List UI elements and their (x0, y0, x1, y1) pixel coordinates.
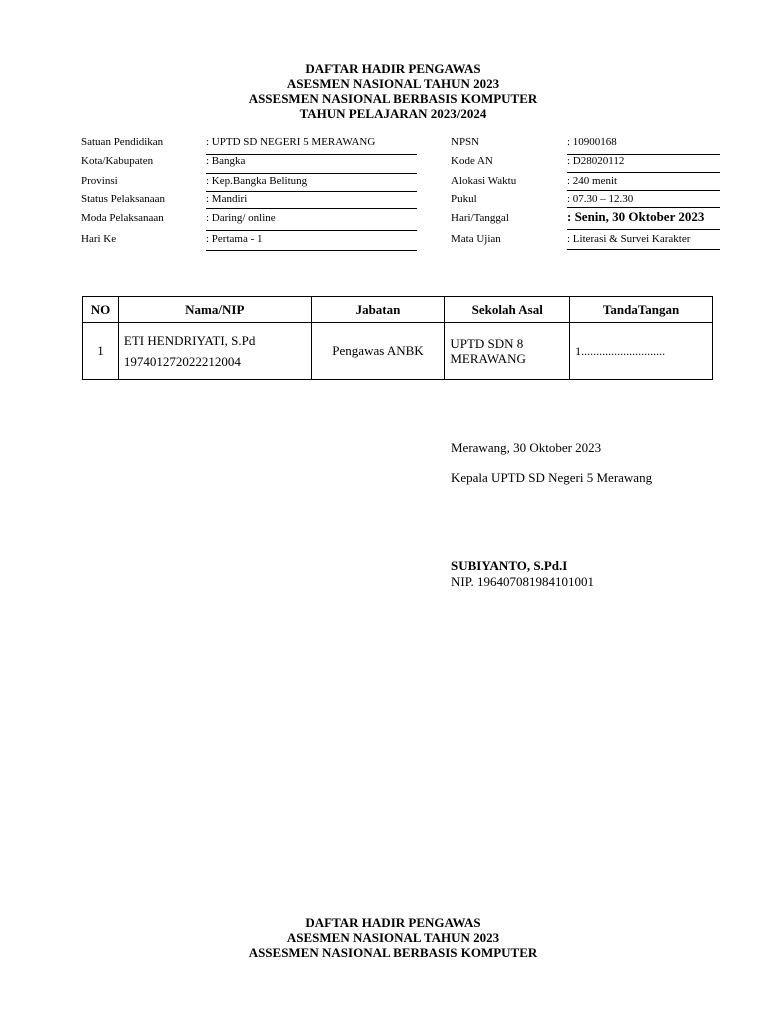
info-value-date: : Senin, 30 Oktober 2023 (567, 209, 705, 224)
info-label: Satuan Pendidikan (81, 136, 164, 148)
column-header: Jabatan (311, 297, 445, 323)
info-value: : Pertama - 1 (206, 233, 263, 245)
divider (567, 190, 720, 191)
divider (206, 250, 417, 251)
attendance-table (82, 296, 713, 380)
divider (567, 207, 720, 208)
info-value: : Literasi & Survei Karakter (567, 233, 691, 245)
table-row (83, 323, 713, 380)
column-header: Nama/NIP (118, 297, 311, 323)
table-header-row (83, 297, 713, 323)
info-value: : D28020112 (567, 155, 625, 167)
info-label: Pukul (451, 193, 477, 205)
info-value: : 07.30 – 12.30 (567, 193, 634, 205)
info-label: Alokasi Waktu (451, 175, 517, 187)
name-nip-cell (118, 323, 311, 380)
column-header: TandaTangan (570, 297, 713, 323)
info-label: Kode AN (451, 155, 493, 167)
info-value: : Kep.Bangka Belitung (206, 175, 308, 187)
info-label: Mata Ujian (451, 233, 501, 245)
column-header: Sekolah Asal (445, 297, 570, 323)
info-value: : 240 menit (567, 175, 618, 187)
divider (206, 230, 417, 231)
signer-name: SUBIYANTO, S.Pd.I (451, 558, 568, 573)
header-title-line3: ASSESMEN NASIONAL BERBASIS KOMPUTER (248, 945, 538, 960)
school-cell (445, 323, 570, 380)
info-value: : Mandiri (206, 193, 248, 205)
info-value: : UPTD SD NEGERI 5 MERAWANG (206, 136, 376, 148)
divider (206, 208, 417, 209)
info-value: : Bangka (206, 155, 246, 167)
info-label: Status Pelaksanaan (81, 193, 166, 205)
signer-nip: NIP. 196407081984101001 (451, 574, 595, 589)
divider (567, 154, 720, 155)
info-label: Provinsi (81, 175, 118, 187)
info-label: Hari/Tanggal (451, 212, 509, 224)
school-line: UPTD SDN 8 (450, 336, 524, 351)
info-label: Hari Ke (81, 233, 117, 245)
signature-cell: 1............................ (570, 323, 713, 380)
officer-nip: 197401272022212004 (123, 354, 241, 369)
header-title-line2: ASESMEN NASIONAL TAHUN 2023 (286, 930, 500, 945)
info-label: Kota/Kabupaten (81, 155, 154, 167)
header-title-line4: TAHUN PELAJARAN 2023/2024 (299, 106, 487, 121)
header-title-line3: ASSESMEN NASIONAL BERBASIS KOMPUTER (248, 91, 538, 106)
column-header: NO (83, 297, 119, 323)
header-title-line2: ASESMEN NASIONAL TAHUN 2023 (286, 76, 500, 91)
info-value: : Daring/ online (206, 212, 276, 224)
info-label: Moda Pelaksanaan (81, 212, 164, 224)
signer-position: Kepala UPTD SD Negeri 5 Merawang (451, 470, 653, 485)
divider (567, 229, 720, 230)
header-title-line1: DAFTAR HADIR PENGAWAS (305, 915, 481, 930)
position-cell: Pengawas ANBK (311, 323, 445, 380)
divider (567, 249, 720, 250)
row-number: 1 (83, 323, 119, 380)
place-date: Merawang, 30 Oktober 2023 (451, 440, 602, 455)
school-line: MERAWANG (450, 351, 526, 366)
info-label: NPSN (451, 136, 480, 148)
divider (567, 172, 720, 173)
info-value: : 10900168 (567, 136, 617, 148)
officer-name: ETI HENDRIYATI, S.Pd (123, 333, 256, 348)
header-title-line1: DAFTAR HADIR PENGAWAS (305, 61, 481, 76)
